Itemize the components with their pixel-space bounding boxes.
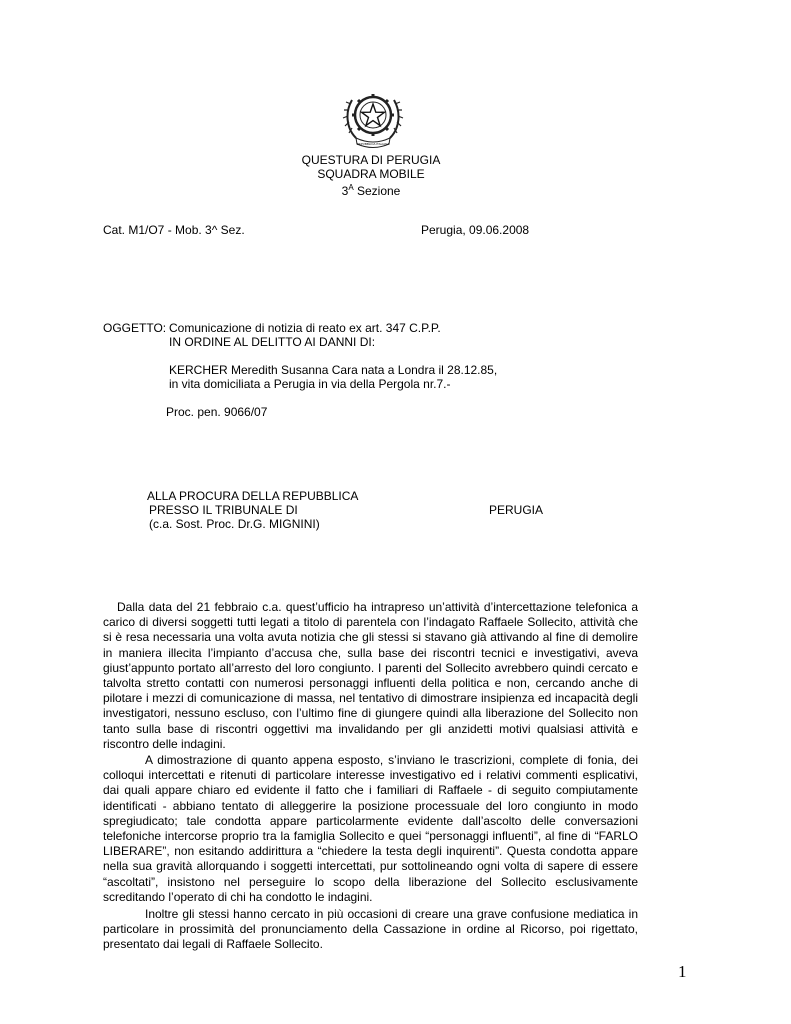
unit-name: SQUADRA MOBILE	[317, 167, 425, 181]
office-name: QUESTURA DI PERUGIA	[301, 153, 441, 167]
section-sup: A	[348, 183, 354, 192]
italian-republic-emblem-icon	[342, 84, 404, 150]
category-reference: Cat. M1/O7 - Mob. 3^ Sez.	[103, 223, 245, 237]
proceeding-number: Proc. pen. 9066/07	[166, 405, 268, 419]
subject-label: OGGETTO:	[103, 321, 167, 335]
victim-line-1: KERCHER Meredith Susanna Cara nata a Londra il 28.12.85,	[169, 363, 498, 377]
place-date: Perugia, 09.06.2008	[421, 223, 530, 237]
subject-line-1: Comunicazione di notizia di reato ex art. 347 C.P.P.	[169, 321, 441, 335]
section-label: Sezione	[353, 184, 401, 198]
victim-line-2: in vita domiciliata a Perugia in via della Pergola nr.7.-	[169, 377, 451, 391]
emblem-ribbon-text: REPVBBLICA ITALIANA	[356, 142, 390, 146]
body-paragraph-2: A dimostrazione di quanto appena esposto, s’inviano le trascrizioni, complete di fonia, dei colloqui intercettati e ritenuti di particolare interesse investigativo ed i relativi commenti esplicativi, dai quali appare chiaro ed evidente il fatto che i familiari di Raffaele - di seguito compiutamente identificati - abbiano tentato di alleggerire la posizione processuale del loro congiunto in modo spregiudicato; tale condotta appare particolarmente evidente dall’ascolto delle conversazioni telefoniche intercorse proprio tra la famiglia Sollecito e quei “personaggi influenti”, al fine di “FARLO LIBERARE”, non esitando addirittura a “chiedere la testa degli inquirenti”. Questa condotta appare nella sua gravità allorquando i soggetti intercettati, pur sottolineando ogni volta di sapere di essere “ascoltati”, insistono nel perseguire lo scopo della liberazione del Sollecito esclusivamente screditando l’operato di chi ha condotto le indagini.	[103, 753, 638, 904]
recipient-city: PERUGIA	[489, 503, 544, 517]
page-number: 1	[678, 962, 687, 981]
body-paragraph-3: Inoltre gli stessi hanno cercato in più occasioni di creare una grave confusione mediatica in particolare in prossimità del pronunciamento della Cassazione in ordine al Ricorso, poi rigettato, presentato dai legali di Raffaele Sollecito.	[103, 907, 638, 952]
section-number: 3	[341, 184, 349, 198]
body-paragraph-1: Dalla data del 21 febbraio c.a. quest’ufficio ha intrapreso un’attività d’intercettazione telefonica a carico di diversi soggetti tutti legati a titolo di parentela con l’indagato Raffaele Sollecito, attività che si è resa necessaria una volta avuta notizia che gli stessi si stavano già attivando al fine di demolire in maniera illecita l’impianto d’accusa che, sulla base dei riscontri tecnici e investigativi, aveva giust’appunto portato all’arresto del loro congiunto. I parenti del Sollecito avrebbero quindi cercato e talvolta stretto contatti con numerosi personaggi influenti della politica e non, cercando anche di pilotare i mezzi di comunicazione di massa, nel tentativo di dimostrare insipienza ed incapacità degli investigatori, nessuno escluso, con l’ultimo fine di giungere quindi alla liberazione del Sollecito non tanto sulla base di riscontri oggettivi ma invalidando per gli anzidetti motivi qualsiasi attività e riscontro delle indagini.	[103, 600, 638, 751]
section-name	[271, 181, 471, 198]
subject-line-2: IN ORDINE AL DELITTO AI DANNI DI:	[169, 335, 376, 349]
recipient-line-2: PRESSO IL TRIBUNALE DI	[149, 503, 298, 517]
recipient-line-1: ALLA PROCURA DELLA REPUBBLICA	[147, 489, 359, 503]
recipient-line-3: (c.a. Sost. Proc. Dr.G. MIGNINI)	[149, 517, 320, 531]
